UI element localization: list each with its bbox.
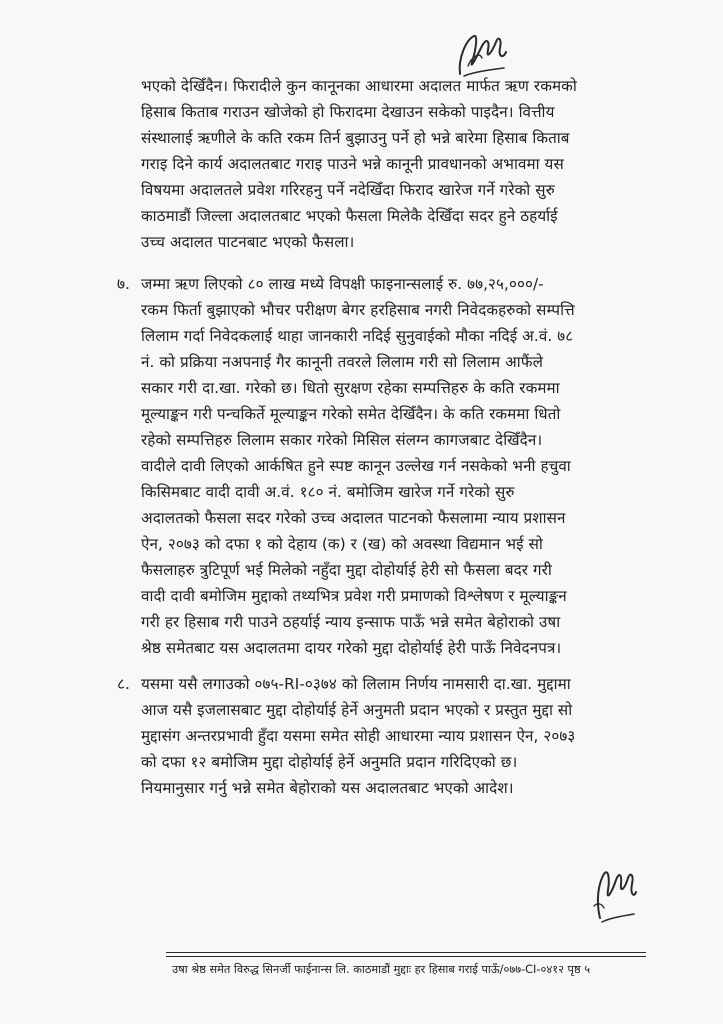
text-line: वादीले दावी लिएको आर्कषित हुने स्पष्ट कानून उल्लेख गर्न नसकेको भनी हचुवा [141, 457, 571, 475]
text-line: वादी दावी बमोजिम मुद्दाको तथ्यभित्र प्रवेश गरी प्रमाणको विश्लेषण र मूल्याङ्कन [141, 587, 567, 605]
text-line: रकम फिर्ता बुझाएको भौचर परीक्षण बेगर हरहिसाब नगरी निवेदकहरुको सम्पत्ति [141, 301, 575, 319]
text-line: आज यसै इजलासबाट मुद्दा दोहोर्याई हेर्ने अनुमती प्रदान भएको र प्रस्तुत मुद्दा सो [141, 701, 573, 719]
page-footer: उषा श्रेष्ठ समेत विरुद्ध सिनर्जी फाईनान्स लि. काठमाडौं मुद्दाः हर हिसाब गराई पाऊँ/०७७-CI-०४१२ पृष्ठ ५ [172, 963, 591, 976]
text-line: हिसाब किताब गराउन खोजेको हो फिरादमा देखाउन सकेको पाइदैन। वित्तीय [141, 103, 555, 121]
text-line: रहेको सम्पत्तिहरु लिलाम सकार गरेको मिसिल संलग्न कागजबाट देखिँदैन। [141, 431, 543, 449]
paragraph-number: ८. [117, 675, 130, 693]
text-line: ऐन, २०७३ को दफा १ को देहाय (क) र (ख) को अवस्था विद्यमान भई सो [141, 535, 543, 553]
paragraph-number: ७. [117, 275, 130, 293]
text-line: यसमा यसै लगाउको ०७५-RI-०३७४ को लिलाम निर्णय नामसारी दा.खा. मुद्दामा [141, 675, 571, 693]
text-line: मूल्याङ्कन गरी पन्चकिर्ते मूल्याङ्कन गरेको समेत देखिँदैन। के कति रकममा धितो [141, 405, 561, 423]
text-line: संस्थालाई ऋणीले के कति रकम तिर्न बुझाउनु पर्ने हो भन्ने बारेमा हिसाब किताब [141, 129, 570, 147]
text-line: लिलाम गर्दा निवेदकलाई थाहा जानकारी नदिई सुनुवाईको मौका नदिई अ.वं. ७८ [141, 327, 574, 345]
text-line: भएको देखिँदैन। फिरादीले कुन कानूनका आधारमा अदालत मार्फत ऋण रकमको [141, 77, 577, 95]
signature-bottom-icon [592, 862, 640, 928]
text-line: अदालतको फैसला सदर गरेको उच्च अदालत पाटनको फैसलामा न्याय प्रशासन [141, 509, 566, 527]
footer-divider [166, 956, 646, 957]
text-line: श्रेष्ठ समेतबाट यस अदालतमा दायर गरेको मुद्दा दोहोर्याई हेरी पाऊँ निवेदनपत्र। [141, 639, 562, 657]
text-line: मुद्दासंग अन्तरप्रभावी हुँदा यसमा समेत सोही आधारमा न्याय प्रशासन ऐन, २०७३ [141, 727, 576, 745]
footer-divider [166, 952, 646, 953]
text-line: नं. को प्रक्रिया नअपनाई गैर कानूनी तवरले लिलाम गरी सो लिलाम आफैंले [141, 353, 543, 371]
text-line: सकार गरी दा.खा. गरेको छ। धितो सुरक्षण रहेका सम्पत्तिहरु के कति रकममा [141, 379, 560, 397]
text-line: विषयमा अदालतले प्रवेश गरिरहनु पर्ने नदेखिँदा फिराद खारेज गर्ने गरेको सुरु [141, 181, 555, 199]
text-line: गरी हर हिसाब गरी पाउने ठहर्याई न्याय इन्साफ पाऊँ भन्ने समेत बेहोराको उषा [141, 613, 561, 631]
text-line: काठमाडौं जिल्ला अदालतबाट भएको फैसला मिलेकै देखिँदा सदर हुने ठहर्याई [141, 207, 558, 225]
text-line: जम्मा ऋण लिएको ८० लाख मध्ये विपक्षी फाइनान्सलाई रु. ७७,२५,०००/- [141, 275, 544, 293]
text-line: को दफा १२ बमोजिम मुद्दा दोहोर्याई हेर्ने अनुमति प्रदान गरिदिएको छ। [141, 753, 518, 771]
text-line: किसिमबाट वादी दावी अ.वं. १८० नं. बमोजिम खारेज गर्ने गरेको सुरु [141, 483, 515, 501]
text-line: फैसलाहरु त्रुटिपूर्ण भई मिलेको नहुँदा मुद्दा दोहोर्याई हेरी सो फैसला बदर गरी [141, 561, 552, 579]
text-line: उच्च अदालत पाटनबाट भएको फैसला। [141, 233, 355, 251]
text-line: गराइ दिने कार्य अदालतबाट गराइ पाउने भन्ने कानूनी प्रावधानको अभावमा यस [141, 155, 564, 173]
text-line: नियमानुसार गर्नु भन्ने समेत बेहोराको यस अदालतबाट भएको आदेश। [141, 779, 514, 797]
